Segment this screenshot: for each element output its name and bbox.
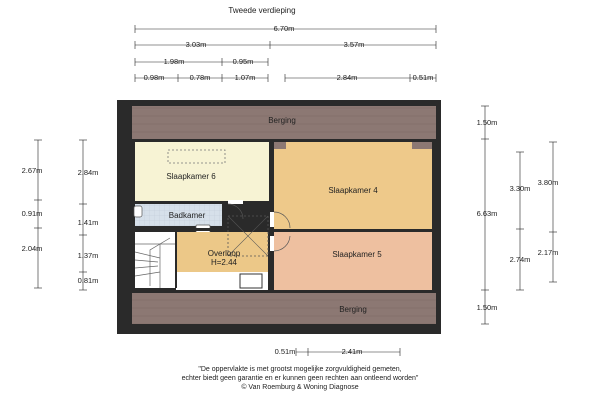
disclaimer-line-1: "De oppervlakte is met grootst mogelijke zorgvuldigheid gemeten, (198, 366, 402, 373)
copyright-line: © Van Roemburg & Woning Diagnose (241, 384, 359, 391)
dim-right-g: 1.50m (476, 303, 498, 312)
plan-title: Tweede verdieping (228, 6, 296, 15)
dim-top-i: 0.51m (412, 73, 434, 82)
dim-bottom-b: 2.41m (341, 347, 363, 356)
dim-left-b: 2.84m (77, 168, 99, 177)
label-slaapkamer-4: Slaapkamer 4 (328, 186, 378, 195)
dim-right-e: 2.74m (509, 255, 531, 264)
dim-left-g: 0.81m (77, 276, 99, 285)
stairs (135, 232, 175, 288)
dim-right-c: 3.30m (509, 184, 531, 193)
dim-right-f: 2.17m (537, 248, 559, 257)
dim-top-d: 0.95m (232, 57, 254, 66)
dim-right-a: 1.50m (476, 118, 498, 127)
dim-top-a: 3.03m (185, 40, 207, 49)
dim-top-total: 6.70m (273, 24, 295, 33)
label-slaapkamer-5: Slaapkamer 5 (332, 250, 382, 259)
slaapkamer-5-area (274, 232, 432, 290)
dim-left-f: 1.37m (77, 251, 99, 260)
label-badkamer: Badkamer (168, 211, 206, 220)
dim-top-h: 2.84m (336, 73, 358, 82)
toilet (134, 206, 142, 217)
disclaimer-line-2: echter biedt geen garantie en er kunnen geen rechten aan ontleend worden" (181, 375, 419, 382)
dim-top-c: 1.98m (163, 57, 185, 66)
label-overloop: Overloop (207, 249, 241, 258)
dim-top-b: 3.57m (343, 40, 365, 49)
label-overloop-height: H=2.44 (210, 258, 238, 267)
label-berging-top: Berging (268, 116, 296, 125)
meter-box (240, 274, 262, 288)
label-berging-bottom: Berging (339, 305, 367, 314)
berging-bottom-area (132, 292, 436, 324)
dim-right-b: 6.63m (476, 209, 498, 218)
dim-left-a: 2.67m (21, 166, 43, 175)
dim-top-f: 0.78m (189, 73, 211, 82)
dim-left-d: 1.41m (77, 218, 99, 227)
dim-top-g: 1.07m (234, 73, 256, 82)
dim-top-e: 0.98m (143, 73, 165, 82)
dim-bottom-a: 0.51m (274, 347, 296, 356)
dim-right-d: 3.80m (537, 178, 559, 187)
label-slaapkamer-6: Slaapkamer 6 (166, 172, 216, 181)
dim-left-e: 2.04m (21, 244, 43, 253)
dim-left-c: 0.91m (21, 209, 43, 218)
